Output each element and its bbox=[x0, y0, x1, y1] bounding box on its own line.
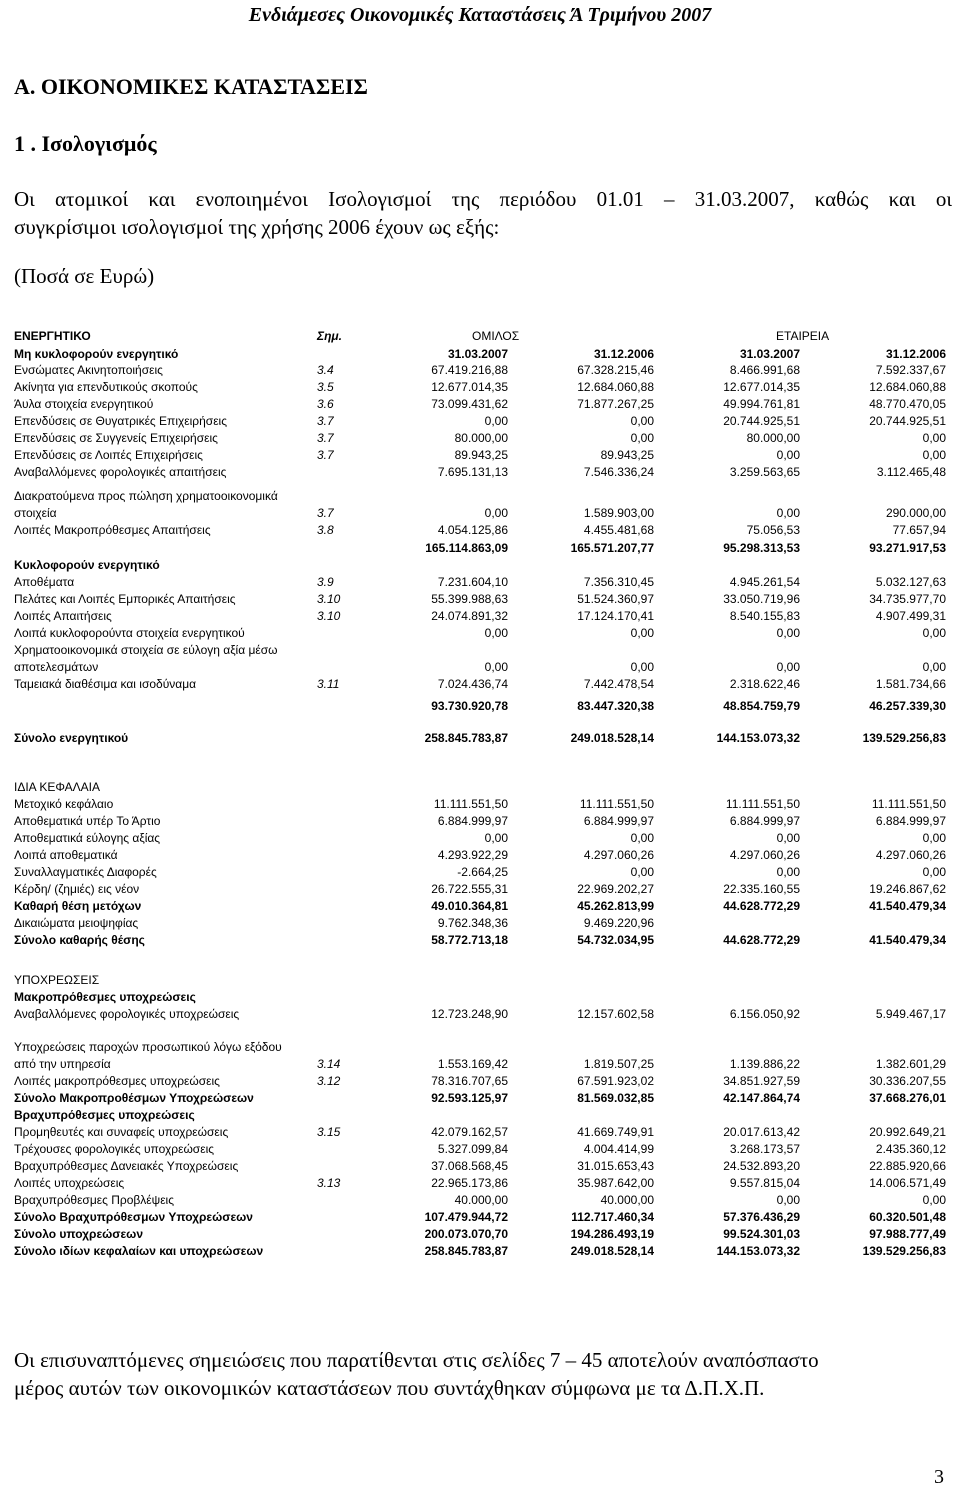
cell-value: 81.569.032,85 bbox=[577, 1091, 654, 1105]
cell-value: 8.540.155,83 bbox=[729, 609, 800, 623]
cell-value: 258.845.783,87 bbox=[424, 731, 508, 745]
row-label: Επενδύσεις σε Λοιπές Επιχειρήσεις bbox=[14, 448, 203, 462]
cell-value: 4.004.414,99 bbox=[583, 1142, 654, 1156]
cell-value: 0,00 bbox=[776, 865, 800, 879]
table-row bbox=[0, 1074, 960, 1090]
table-row bbox=[0, 626, 960, 642]
row-note-ref: 3.7 bbox=[317, 506, 334, 520]
cell-value: 73.099.431,62 bbox=[431, 397, 508, 411]
cell-value: 34.735.977,70 bbox=[869, 592, 946, 606]
row-note-ref: 3.7 bbox=[317, 431, 334, 445]
row-label: Καθαρή θέση μετόχων bbox=[14, 899, 142, 913]
cell-value: 26.722.555,31 bbox=[431, 882, 508, 896]
table-row bbox=[0, 347, 960, 363]
table-row bbox=[0, 609, 960, 625]
table-row bbox=[0, 1227, 960, 1243]
cell-value: 1.553.169,42 bbox=[437, 1057, 508, 1071]
cell-value: 67.419.216,88 bbox=[431, 363, 508, 377]
cell-value: 6.884.999,97 bbox=[729, 814, 800, 828]
table-row bbox=[0, 1125, 960, 1141]
row-label: Σύνολο Βραχυπρόθεσμων Υποχρεώσεων bbox=[14, 1210, 253, 1224]
cell-value: 80.000,00 bbox=[454, 431, 508, 445]
row-label: Σύνολο ενεργητικού bbox=[14, 731, 129, 745]
row-note-ref: 3.5 bbox=[317, 380, 334, 394]
cell-value: 0,00 bbox=[922, 865, 946, 879]
table-row bbox=[0, 1057, 960, 1073]
table-row bbox=[0, 431, 960, 447]
cell-value: 144.153.073,32 bbox=[716, 731, 800, 745]
cell-value: 7.442.478,54 bbox=[583, 677, 654, 691]
cell-value: 17.124.170,41 bbox=[577, 609, 654, 623]
intro-line-2: συγκρίσιμοι ισολογισμοί της χρήσης 2006 έχουν ως εξής: bbox=[14, 215, 500, 239]
cell-value: 71.877.267,25 bbox=[577, 397, 654, 411]
cell-value: 46.257.339,30 bbox=[869, 699, 946, 713]
row-label: Λοιπά κυκλοφορούντα στοιχεία ενεργητικού bbox=[14, 626, 245, 640]
cell-value: 60.320.501,48 bbox=[869, 1210, 946, 1224]
table-row bbox=[0, 489, 960, 505]
cell-value: 6.884.999,97 bbox=[875, 814, 946, 828]
row-label: ΙΔΙΑ ΚΕΦΑΛΑΙΑ bbox=[14, 780, 100, 794]
row-label: Επενδύσεις σε Συγγενείς Επιχειρήσεις bbox=[14, 431, 218, 445]
row-label: Σύνολο καθαρής θέσης bbox=[14, 933, 145, 947]
cell-value: 31.12.2006 bbox=[885, 347, 946, 361]
cell-value: 48.770.470,05 bbox=[869, 397, 946, 411]
cell-value: 44.628.772,29 bbox=[723, 933, 800, 947]
row-label: Υποχρεώσεις παροχών προσωπικού λόγω εξόδου bbox=[14, 1040, 282, 1054]
cell-value: 165.114.863,09 bbox=[425, 541, 508, 555]
table-row bbox=[0, 448, 960, 464]
cell-value: 5.949.467,17 bbox=[875, 1007, 946, 1021]
row-label: αποτελεσμάτων bbox=[14, 660, 99, 674]
table-row bbox=[0, 865, 960, 881]
cell-value: 194.286.493,19 bbox=[570, 1227, 654, 1241]
table-row bbox=[0, 1091, 960, 1107]
cell-value: 92.593.125,97 bbox=[431, 1091, 508, 1105]
row-label: Αποθέματα bbox=[14, 575, 75, 589]
page-header: Ενδιάμεσες Οικονομικές Καταστάσεις Ά Τριμήνου 2007 bbox=[248, 4, 712, 26]
cell-value: 31.015.653,43 bbox=[577, 1159, 654, 1173]
cell-value: 93.271.917,53 bbox=[869, 541, 946, 555]
row-note-ref: 3.9 bbox=[317, 575, 334, 589]
cell-value: 0,00 bbox=[776, 448, 800, 462]
table-row bbox=[0, 558, 960, 574]
cell-value: 89.943,25 bbox=[454, 448, 508, 462]
cell-value: 97.988.777,49 bbox=[869, 1227, 946, 1241]
row-label: Λοιπά αποθεματικά bbox=[14, 848, 118, 862]
cell-value: 107.479.944,72 bbox=[424, 1210, 508, 1224]
cell-value: 58.772.713,18 bbox=[431, 933, 508, 947]
cell-value: 37.068.568,45 bbox=[431, 1159, 508, 1173]
cell-value: 4.054.125,86 bbox=[437, 523, 508, 537]
cell-value: 7.592.337,67 bbox=[875, 363, 946, 377]
cell-value: 31.03.2007 bbox=[739, 347, 800, 361]
cell-value: 249.018.528,14 bbox=[570, 731, 654, 745]
cell-value: 4.455.481,68 bbox=[583, 523, 654, 537]
cell-value: 2.435.360,12 bbox=[875, 1142, 946, 1156]
cell-value: 12.157.602,58 bbox=[577, 1007, 654, 1021]
intro-line-1: Οι ατομικοί και ενοποιημένοι Ισολογισμοί της περιόδου 01.01 – 31.03.2007, καθώς και οι bbox=[14, 187, 952, 211]
cell-value: 139.529.256,83 bbox=[862, 1244, 946, 1258]
cell-value: 48.854.759,79 bbox=[723, 699, 800, 713]
page-number: 3 bbox=[934, 1466, 944, 1488]
cell-value: 12.684.060,88 bbox=[869, 380, 946, 394]
cell-value: 3.268.173,57 bbox=[729, 1142, 800, 1156]
cell-value: 22.885.920,66 bbox=[869, 1159, 946, 1173]
cell-value: 31.12.2006 bbox=[593, 347, 654, 361]
row-label: Χρηματοοικονομικά στοιχεία σε εύλογη αξία μέσω bbox=[14, 643, 278, 657]
row-label: Συναλλαγματικές Διαφορές bbox=[14, 865, 157, 879]
cell-value: 0,00 bbox=[484, 414, 508, 428]
cell-value: 0,00 bbox=[776, 1193, 800, 1207]
table-row bbox=[0, 575, 960, 591]
row-label: Δικαιώματα μειοψηφίας bbox=[14, 916, 139, 930]
table-row bbox=[0, 523, 960, 539]
cell-value: 0,00 bbox=[922, 831, 946, 845]
cell-value: 67.591.923,02 bbox=[577, 1074, 654, 1088]
cell-value: 12.677.014,35 bbox=[431, 380, 508, 394]
row-label: Ταμειακά διαθέσιμα και ισοδύναμα bbox=[14, 677, 197, 691]
cell-value: 5.327.099,84 bbox=[437, 1142, 508, 1156]
row-label: Ακίνητα για επενδυτικούς σκοπούς bbox=[14, 380, 198, 394]
cell-value: 0,00 bbox=[922, 448, 946, 462]
table-row bbox=[0, 814, 960, 830]
cell-value: 24.532.893,20 bbox=[723, 1159, 800, 1173]
table-row bbox=[0, 397, 960, 413]
row-note-ref: 3.13 bbox=[317, 1176, 341, 1190]
cell-value: 9.762.348,36 bbox=[437, 916, 508, 930]
footer-note bbox=[14, 1346, 944, 1402]
cell-value: 0,00 bbox=[484, 506, 508, 520]
cell-value: 7.231.604,10 bbox=[437, 575, 508, 589]
cell-value: 0,00 bbox=[630, 831, 654, 845]
cell-value: 22.335.160,55 bbox=[723, 882, 800, 896]
row-label: Αναβαλλόμενες φορολογικές απαιτήσεις bbox=[14, 465, 227, 479]
cell-value: 112.717.460,34 bbox=[571, 1210, 654, 1224]
cell-value: 0,00 bbox=[630, 626, 654, 640]
cell-value: 0,00 bbox=[484, 660, 508, 674]
company-column-label: ΕΤΑΙΡΕΙΑ bbox=[776, 329, 830, 343]
row-label: Επενδύσεις σε Θυγατρικές Επιχειρήσεις bbox=[14, 414, 228, 428]
row-label: Βραχυπρόθεσμες Δανειακές Υποχρεώσεις bbox=[14, 1159, 239, 1173]
cell-value: 0,00 bbox=[630, 414, 654, 428]
cell-value: 80.000,00 bbox=[746, 431, 800, 445]
cell-value: 40.000,00 bbox=[454, 1193, 508, 1207]
table-row bbox=[0, 660, 960, 676]
cell-value: 0,00 bbox=[484, 626, 508, 640]
row-note-ref: 3.15 bbox=[317, 1125, 341, 1139]
cell-value: 12.684.060,88 bbox=[577, 380, 654, 394]
cell-value: 4.293.922,29 bbox=[437, 848, 508, 862]
cell-value: 41.669.749,91 bbox=[577, 1125, 654, 1139]
cell-value: 44.628.772,29 bbox=[723, 899, 800, 913]
row-label: Αναβαλλόμενες φορολογικές υποχρεώσεις bbox=[14, 1007, 240, 1021]
cell-value: 4.297.060,26 bbox=[583, 848, 654, 862]
group-column-label: ΟΜΙΛΟΣ bbox=[472, 329, 520, 343]
subsection-title: 1 . Ισολογισμός bbox=[14, 131, 157, 156]
row-note-ref: 3.11 bbox=[317, 677, 340, 691]
cell-value: 6.884.999,97 bbox=[583, 814, 654, 828]
cell-value: 20.744.925,51 bbox=[869, 414, 946, 428]
cell-value: 22.969.202,27 bbox=[577, 882, 654, 896]
cell-value: 75.056,53 bbox=[746, 523, 800, 537]
table-row bbox=[0, 643, 960, 659]
cell-value: 1.589.903,00 bbox=[583, 506, 654, 520]
assets-label: ΕΝΕΡΓΗΤΙΚΟ bbox=[14, 329, 91, 343]
cell-value: 290.000,00 bbox=[885, 506, 946, 520]
row-note-ref: 3.7 bbox=[317, 448, 334, 462]
cell-value: 49.010.364,81 bbox=[431, 899, 508, 913]
cell-value: 67.328.215,46 bbox=[577, 363, 654, 377]
row-label: Μη κυκλοφορούν ενεργητικό bbox=[14, 347, 179, 361]
cell-value: 24.074.891,32 bbox=[431, 609, 508, 623]
table-row bbox=[0, 990, 960, 1006]
row-label: Λοιπές Μακροπρόθεσμες Απαιτήσεις bbox=[14, 523, 211, 537]
cell-value: 3.112.465,48 bbox=[876, 465, 946, 479]
cell-value: 22.965.173,86 bbox=[431, 1176, 508, 1190]
cell-value: -2.664,25 bbox=[457, 865, 508, 879]
row-label: Βραχυπρόθεσμες Προβλέψεις bbox=[14, 1193, 174, 1207]
table-row bbox=[0, 780, 960, 796]
column-group-header bbox=[0, 329, 960, 345]
currency-note: (Ποσά σε Ευρώ) bbox=[14, 264, 155, 288]
row-note-ref: 3.14 bbox=[317, 1057, 341, 1071]
row-label: στοιχεία bbox=[14, 506, 57, 520]
cell-value: 5.032.127,63 bbox=[875, 575, 946, 589]
row-label: Βραχυπρόθεσμες υποχρεώσεις bbox=[14, 1108, 195, 1122]
cell-value: 0,00 bbox=[630, 660, 654, 674]
row-label: Άυλα στοιχεία ενεργητικού bbox=[14, 397, 154, 411]
cell-value: 1.819.507,25 bbox=[583, 1057, 654, 1071]
row-label: Λοιπές υποχρεώσεις bbox=[14, 1176, 125, 1190]
table-row bbox=[0, 973, 960, 989]
cell-value: 165.571.207,77 bbox=[570, 541, 654, 555]
cell-value: 4.297.060,26 bbox=[729, 848, 800, 862]
cell-value: 4.907.499,31 bbox=[875, 609, 946, 623]
table-row bbox=[0, 731, 960, 747]
cell-value: 258.845.783,87 bbox=[424, 1244, 508, 1258]
table-row bbox=[0, 831, 960, 847]
row-label: Σύνολο υποχρεώσεων bbox=[14, 1227, 143, 1241]
cell-value: 83.447.320,38 bbox=[577, 699, 654, 713]
cell-value: 6.156.050,92 bbox=[729, 1007, 800, 1021]
cell-value: 4.945.261,54 bbox=[729, 575, 800, 589]
cell-value: 35.987.642,00 bbox=[577, 1176, 654, 1190]
cell-value: 0,00 bbox=[776, 626, 800, 640]
table-row bbox=[0, 916, 960, 932]
row-note-ref: 3.10 bbox=[317, 609, 341, 623]
cell-value: 0,00 bbox=[776, 506, 800, 520]
row-label: Μετοχικό κεφάλαιο bbox=[14, 797, 114, 811]
row-label: Τρέχουσες φορολογικές υποχρεώσεις bbox=[14, 1142, 215, 1156]
row-label: Κέρδη/ (ζημιές) εις νέον bbox=[14, 882, 140, 896]
cell-value: 0,00 bbox=[922, 626, 946, 640]
cell-value: 99.524.301,03 bbox=[723, 1227, 800, 1241]
cell-value: 7.024.436,74 bbox=[437, 677, 508, 691]
row-label: Αποθεματικά εύλογης αξίας bbox=[14, 831, 161, 845]
cell-value: 40.000,00 bbox=[600, 1193, 654, 1207]
cell-value: 41.540.479,34 bbox=[869, 899, 946, 913]
cell-value: 54.732.034,95 bbox=[577, 933, 654, 947]
table-row bbox=[0, 506, 960, 522]
row-note-ref: 3.7 bbox=[317, 414, 334, 428]
cell-value: 200.073.070,70 bbox=[424, 1227, 508, 1241]
table-row bbox=[0, 882, 960, 898]
cell-value: 51.524.360,97 bbox=[577, 592, 654, 606]
cell-value: 0,00 bbox=[922, 1193, 946, 1207]
table-row bbox=[0, 848, 960, 864]
row-note-ref: 3.12 bbox=[317, 1074, 341, 1088]
row-label: Λοιπές μακροπρόθεσμες υποχρεώσεις bbox=[14, 1074, 220, 1088]
cell-value: 11.111.551,50 bbox=[725, 797, 800, 811]
cell-value: 20.992.649,21 bbox=[869, 1125, 946, 1139]
row-label: Μακροπρόθεσμες υποχρεώσεις bbox=[14, 990, 196, 1004]
row-label: Κυκλοφορούν ενεργητικό bbox=[14, 558, 160, 572]
table-row bbox=[0, 1176, 960, 1192]
row-note-ref: 3.8 bbox=[317, 523, 334, 537]
footer-line-2: μέρος αυτών των οικονομικών καταστάσεων που συντάχθηκαν σύμφωνα με τα Δ.Π.Χ.Π. bbox=[14, 1376, 765, 1400]
table-row bbox=[0, 1159, 960, 1175]
cell-value: 37.668.276,01 bbox=[869, 1091, 946, 1105]
table-row bbox=[0, 933, 960, 949]
cell-value: 34.851.927,59 bbox=[723, 1074, 800, 1088]
cell-value: 20.017.613,42 bbox=[723, 1125, 800, 1139]
row-label: από την υπηρεσία bbox=[14, 1057, 111, 1071]
cell-value: 7.356.310,45 bbox=[583, 575, 654, 589]
cell-value: 41.540.479,34 bbox=[869, 933, 946, 947]
table-row bbox=[0, 465, 960, 481]
cell-value: 0,00 bbox=[484, 831, 508, 845]
table-row bbox=[0, 677, 960, 693]
cell-value: 4.297.060,26 bbox=[875, 848, 946, 862]
cell-value: 12.723.248,90 bbox=[431, 1007, 508, 1021]
row-label: Ενσώματες Ακινητοποιήσεις bbox=[14, 363, 163, 377]
cell-value: 9.557.815,04 bbox=[729, 1176, 800, 1190]
cell-value: 1.139.886,22 bbox=[729, 1057, 800, 1071]
table-row bbox=[0, 363, 960, 379]
cell-value: 0,00 bbox=[776, 660, 800, 674]
table-row bbox=[0, 1244, 960, 1260]
row-label: Σύνολο ιδίων κεφαλαίων και υποχρεώσεων bbox=[14, 1244, 264, 1258]
row-label: Διακρατούμενα προς πώληση χρηματοοικονομικά bbox=[14, 489, 278, 503]
table-row bbox=[0, 797, 960, 813]
cell-value: 95.298.313,53 bbox=[723, 541, 800, 555]
cell-value: 55.399.988,63 bbox=[431, 592, 508, 606]
table-row bbox=[0, 699, 960, 715]
cell-value: 249.018.528,14 bbox=[570, 1244, 654, 1258]
cell-value: 1.581.734,66 bbox=[875, 677, 946, 691]
row-label: Αποθεματικά υπέρ Το Άρτιο bbox=[14, 814, 161, 828]
row-label: Προμηθευτές και συναφείς υποχρεώσεις bbox=[14, 1125, 229, 1139]
cell-value: 8.466.991,68 bbox=[729, 363, 800, 377]
cell-value: 0,00 bbox=[630, 431, 654, 445]
cell-value: 12.677.014,35 bbox=[723, 380, 800, 394]
cell-value: 42.147.864,74 bbox=[723, 1091, 800, 1105]
table-row bbox=[0, 1193, 960, 1209]
cell-value: 30.336.207,55 bbox=[869, 1074, 946, 1088]
row-note-ref: 3.4 bbox=[317, 363, 334, 377]
table-row bbox=[0, 541, 960, 557]
cell-value: 77.657,94 bbox=[892, 523, 946, 537]
cell-value: 7.695.131,13 bbox=[437, 465, 508, 479]
cell-value: 89.943,25 bbox=[600, 448, 654, 462]
row-label: Σύνολο Μακροπροθέσμων Υποχρεώσεων bbox=[14, 1091, 254, 1105]
row-label: Πελάτες και Λοιπές Εμπορικές Απαιτήσεις bbox=[14, 592, 236, 606]
cell-value: 20.744.925,51 bbox=[723, 414, 800, 428]
cell-value: 19.246.867,62 bbox=[869, 882, 946, 896]
cell-value: 42.079.162,57 bbox=[431, 1125, 508, 1139]
cell-value: 11.111.551,50 bbox=[579, 797, 654, 811]
table-row bbox=[0, 1007, 960, 1023]
cell-value: 0,00 bbox=[922, 431, 946, 445]
cell-value: 31.03.2007 bbox=[447, 347, 508, 361]
row-label: Λοιπές Απαιτήσεις bbox=[14, 609, 112, 623]
cell-value: 14.006.571,49 bbox=[869, 1176, 946, 1190]
table-row bbox=[0, 414, 960, 430]
cell-value: 0,00 bbox=[630, 865, 654, 879]
cell-value: 11.111.551,50 bbox=[433, 797, 508, 811]
note-column-label: Σημ. bbox=[317, 329, 342, 343]
table-row bbox=[0, 1210, 960, 1226]
cell-value: 33.050.719,96 bbox=[723, 592, 800, 606]
cell-value: 11.111.551,50 bbox=[871, 797, 946, 811]
table-row bbox=[0, 1040, 960, 1056]
cell-value: 2.318.622,46 bbox=[729, 677, 800, 691]
table-row bbox=[0, 899, 960, 915]
row-label: ΥΠΟΧΡΕΩΣΕΙΣ bbox=[14, 973, 100, 987]
row-note-ref: 3.10 bbox=[317, 592, 341, 606]
cell-value: 0,00 bbox=[776, 831, 800, 845]
table-row bbox=[0, 380, 960, 396]
cell-value: 49.994.761,81 bbox=[723, 397, 800, 411]
footer-line-1: Οι επισυναπτόμενες σημειώσεις που παρατίθενται στις σελίδες 7 – 45 αποτελούν αναπόσπαστο bbox=[14, 1348, 819, 1372]
cell-value: 45.262.813,99 bbox=[577, 899, 654, 913]
section-title: Α. ΟΙΚΟΝΟΜΙΚΕΣ ΚΑΤΑΣΤΑΣΕΙΣ bbox=[14, 74, 368, 99]
row-note-ref: 3.6 bbox=[317, 397, 334, 411]
cell-value: 7.546.336,24 bbox=[583, 465, 654, 479]
cell-value: 93.730.920,78 bbox=[431, 699, 508, 713]
cell-value: 78.316.707,65 bbox=[431, 1074, 508, 1088]
cell-value: 1.382.601,29 bbox=[875, 1057, 946, 1071]
cell-value: 0,00 bbox=[922, 660, 946, 674]
cell-value: 9.469.220,96 bbox=[583, 916, 654, 930]
cell-value: 57.376.436,29 bbox=[723, 1210, 800, 1224]
cell-value: 6.884.999,97 bbox=[437, 814, 508, 828]
cell-value: 139.529.256,83 bbox=[862, 731, 946, 745]
cell-value: 144.153.073,32 bbox=[716, 1244, 800, 1258]
table-row bbox=[0, 592, 960, 608]
cell-value: 3.259.563,65 bbox=[729, 465, 800, 479]
table-row bbox=[0, 1108, 960, 1124]
table-row bbox=[0, 1142, 960, 1158]
